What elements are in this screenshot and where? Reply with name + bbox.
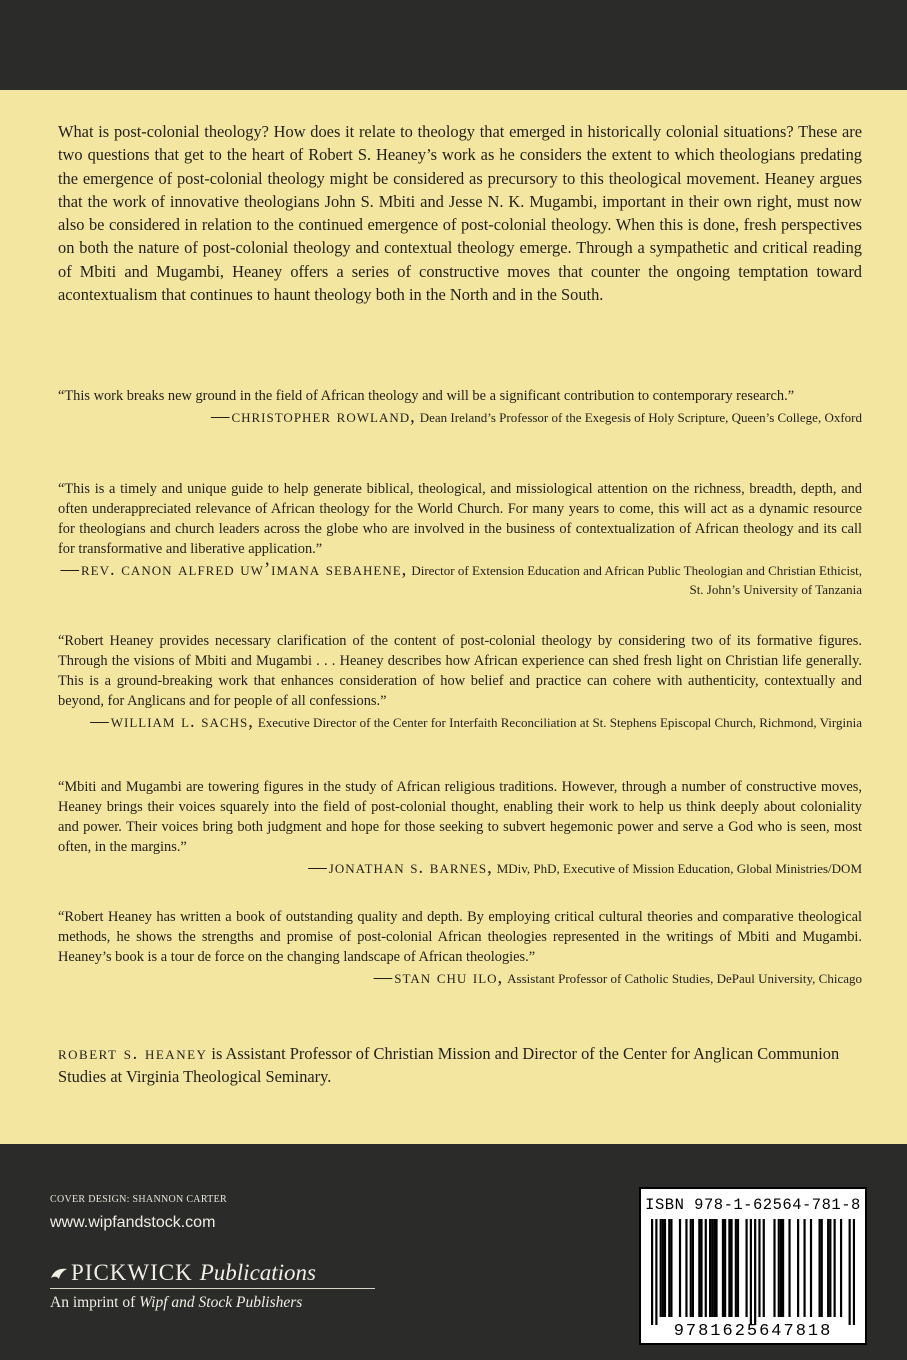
cover-design-credit: COVER DESIGN: SHANNON CARTER bbox=[50, 1194, 227, 1205]
barcode-bar bbox=[715, 1219, 717, 1317]
endorser-name: — jonathan s. barnes, bbox=[308, 858, 492, 878]
barcode-bar bbox=[735, 1219, 737, 1317]
endorsement-attribution bbox=[58, 713, 862, 732]
endorser-name: — christopher rowland, bbox=[211, 407, 416, 427]
barcode-bar bbox=[670, 1219, 672, 1317]
barcode-bar bbox=[722, 1219, 724, 1317]
barcode-bar bbox=[821, 1219, 823, 1317]
barcode-bar bbox=[711, 1219, 713, 1317]
imprint-prefix: An imprint of bbox=[50, 1294, 136, 1311]
barcode-bar bbox=[713, 1219, 715, 1317]
endorser-affiliation: Assistant Professor of Catholic Studies, DePaul University, Chicago bbox=[507, 971, 862, 986]
barcode-bar bbox=[818, 1219, 820, 1317]
endorser-affiliation: Executive Director of the Center for Interfaith Reconciliation at St. Stephens Episcopal Church, Richmond, Virginia bbox=[257, 715, 862, 730]
endorsement-text: “This work breaks new ground in the field of African theology and will be a significant contribution to contemporary research.” bbox=[58, 388, 795, 404]
isbn-barcode bbox=[639, 1187, 867, 1345]
barcode-bars bbox=[651, 1219, 855, 1325]
imprint-line bbox=[50, 1294, 302, 1312]
barcode-bar bbox=[745, 1219, 747, 1317]
author-bio-text: is Assistant Professor of Christian Mission and Director of the Center for Anglican Communion Studies at Virginia Theological Seminary. bbox=[58, 1044, 840, 1086]
barcode-bar bbox=[724, 1219, 726, 1317]
endorser-name: — rev. canon alfred uw’imana sebahene, bbox=[61, 560, 408, 580]
imprint-name: Wipf and Stock Publishers bbox=[139, 1294, 303, 1311]
endorser-name: — william l. sachs, bbox=[90, 712, 254, 732]
barcode-bar bbox=[728, 1219, 730, 1317]
barcode-bar bbox=[840, 1219, 842, 1317]
author-bio bbox=[58, 1043, 862, 1088]
isbn-label: ISBN 978-1-62564-781-8 bbox=[645, 1196, 861, 1214]
barcode-bar bbox=[849, 1219, 851, 1325]
barcode-bar bbox=[758, 1219, 760, 1317]
barcode-bar bbox=[778, 1219, 780, 1317]
logo-divider bbox=[50, 1288, 375, 1289]
endorsement-4 bbox=[58, 777, 862, 878]
endorsement-text: “This is a timely and unique guide to help generate biblical, theological, and missiological attention on the richness, breadth, depth, and often underappreciated relevance of African theology for the World Church. For many years to come, this will act as a dynamic resource for theologians and church leaders across the globe who are involved in the business of contextualization of African theology and its call for transformative and liberative application.” bbox=[58, 481, 862, 557]
barcode-digits: 9781625647818 bbox=[673, 1322, 833, 1341]
barcode-bar bbox=[750, 1219, 752, 1325]
barcode-bar bbox=[679, 1219, 681, 1317]
barcode-bar bbox=[788, 1219, 790, 1317]
book-description: What is post-colonial theology? How does it relate to theology that emerged in historically colonial situations? These are two questions that get to the heart of Robert S. Heaney’s work as he considers the extent to which theologians predating the emergence of post-colonial theology might be considered as precursory to this theological movement. Heaney argues that the work of innovative theologians John S. Mbiti and Jesse N. K. Mugambi, important in their own right, must now also be considered in relation to the continued emergence of post-colonial theology. When this is done, fresh perspectives on both the nature of post-colonial theology and contextual theology emerge. Through a sympathetic and critical reading of Mbiti and Mugambi, Heaney offers a series of constructive moves that counter the ongoing temptation toward acontextualism that continues to haunt theology both in the North and in the South. bbox=[58, 122, 862, 305]
barcode-bar bbox=[705, 1219, 707, 1317]
barcode-bar bbox=[700, 1219, 702, 1317]
barcode-bar bbox=[737, 1219, 739, 1317]
barcode-bar bbox=[803, 1219, 805, 1317]
barcode-bar bbox=[668, 1219, 670, 1317]
publisher-name: PICKWICK bbox=[71, 1260, 193, 1285]
endorsement-attribution bbox=[58, 561, 862, 599]
barcode-bar bbox=[660, 1219, 662, 1317]
endorsement-attribution bbox=[58, 969, 862, 988]
barcode-bar bbox=[834, 1219, 836, 1317]
top-dark-band bbox=[0, 0, 907, 90]
barcode-bar bbox=[773, 1219, 775, 1317]
barcode-bar bbox=[662, 1219, 664, 1317]
barcode-bar bbox=[685, 1219, 687, 1317]
barcode-bar bbox=[698, 1219, 700, 1317]
barcode-bar bbox=[829, 1219, 831, 1317]
barcode-bar bbox=[664, 1219, 666, 1317]
endorsement-text: “Mbiti and Mugambi are towering figures in the study of African religious traditions. However, through a number of constructive moves, Heaney brings their voices squarely into the field of post-colonial thought, enabling their work to help us think deeply about coloniality and power. Their voices bring both judgment and hope for those seeking to subvert hegemonic power and serve a God who is seen, most often, in the margins.” bbox=[58, 779, 862, 855]
barcode-bar bbox=[651, 1219, 653, 1325]
barcode-bar bbox=[797, 1219, 799, 1317]
barcode-bar bbox=[827, 1219, 829, 1317]
endorser-affiliation: Dean Ireland’s Professor of the Exegesis of Holy Scripture, Queen’s College, Oxford bbox=[419, 410, 862, 425]
endorsement-attribution bbox=[58, 408, 862, 427]
barcode-bar bbox=[754, 1219, 756, 1325]
bottom-dark-band bbox=[0, 1144, 907, 1360]
endorsement-text: “Robert Heaney has written a book of outstanding quality and depth. By employing critical cultural theories and comparative theological methods, he shows the strengths and promise of post-colonial African theologies represented in the writings of Mbiti and Mugambi. Heaney’s book is a tour de force on the changing landscape of African theologies.” bbox=[58, 909, 862, 965]
pickwick-bird-icon bbox=[50, 1266, 68, 1282]
endorser-name: — stan chu ilo, bbox=[374, 968, 503, 988]
publisher-suffix: Publications bbox=[199, 1260, 317, 1285]
barcode-bar bbox=[709, 1219, 711, 1317]
endorsement-3 bbox=[58, 631, 862, 732]
barcode-bar bbox=[730, 1219, 732, 1317]
barcode-bar bbox=[692, 1219, 694, 1317]
publisher-logo bbox=[50, 1260, 380, 1286]
endorser-affiliation: Director of Extension Education and African Public Theologian and Christian Ethicist, St. John’s University of Tanzania bbox=[411, 563, 862, 597]
endorsement-2 bbox=[58, 479, 862, 599]
barcode-bar bbox=[853, 1219, 855, 1325]
barcode-bar bbox=[810, 1219, 812, 1317]
endorsement-5 bbox=[58, 907, 862, 988]
barcode-bar bbox=[763, 1219, 765, 1317]
publisher-website[interactable]: www.wipfandstock.com bbox=[50, 1214, 216, 1231]
barcode-bar bbox=[782, 1219, 784, 1317]
barcode-bar bbox=[780, 1219, 782, 1317]
endorser-affiliation: MDiv, PhD, Executive of Mission Education, Global Ministries/DOM bbox=[496, 861, 862, 876]
endorsement-attribution bbox=[58, 859, 862, 878]
endorsement-1 bbox=[58, 386, 862, 427]
author-name: robert s. heaney bbox=[58, 1043, 208, 1064]
barcode-bar bbox=[655, 1219, 657, 1325]
barcode-bar bbox=[690, 1219, 692, 1317]
endorsement-text: “Robert Heaney provides necessary clarification of the content of post-colonial theology by considering two of its formative figures. Through the visions of Mbiti and Mugambi . . . Heaney describes how African experience can shed fresh light on Christian life generally. This is a ground-breaking work that enhances consideration of how belief and practice can cohere with authenticity, contextually and beyond, for Anglicans and for people of all confessions.” bbox=[58, 633, 862, 709]
